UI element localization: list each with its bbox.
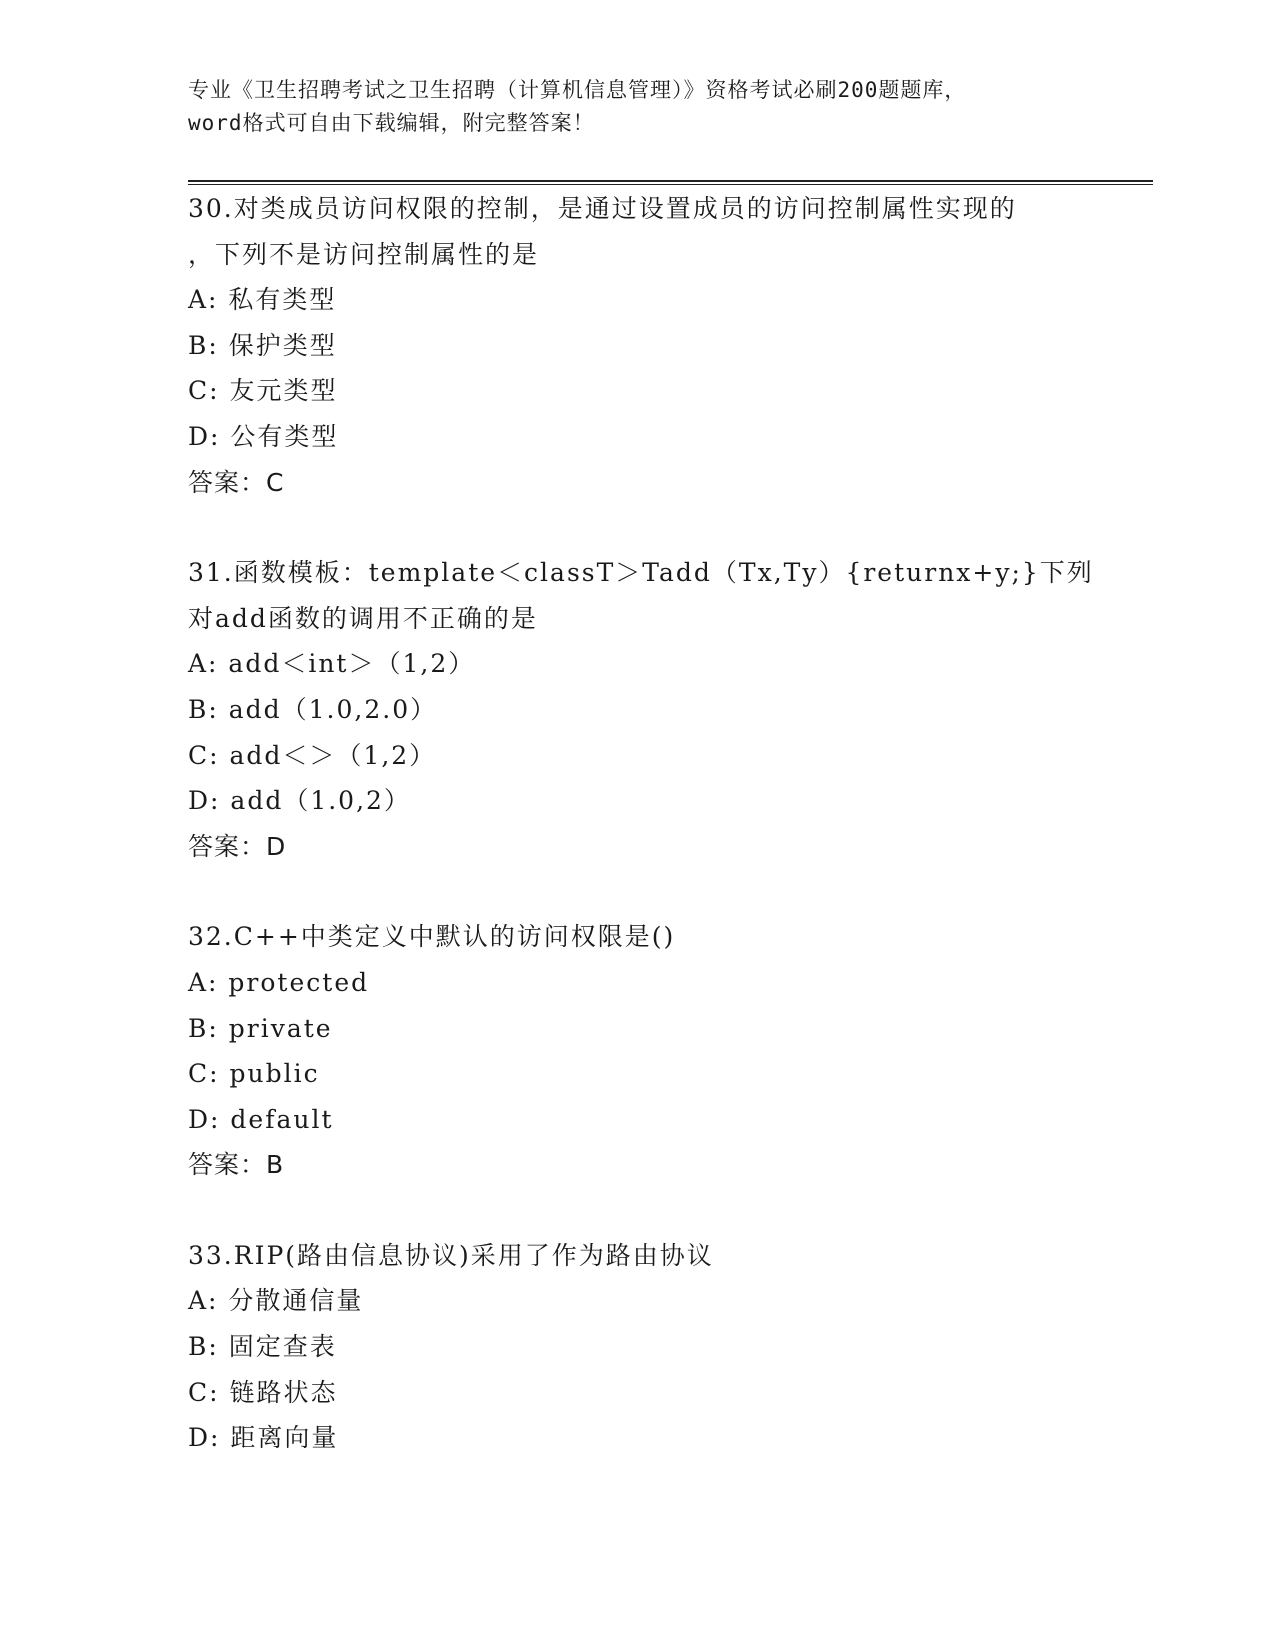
question-text: 31.函数模板：template＜classT＞Tadd（Tx,Ty）{returnx+y;}下列 xyxy=(188,558,1094,588)
option-b: B: 保护类型 xyxy=(188,330,337,360)
document-header xyxy=(188,74,1068,140)
option-d: D: 公有类型 xyxy=(188,421,339,451)
question-text: 33.RIP(路由信息协议)采用了作为路由协议 xyxy=(188,1240,714,1270)
header-divider xyxy=(188,180,1153,185)
option-d: D: 距离向量 xyxy=(188,1423,339,1453)
option-a: A: add＜int＞（1,2） xyxy=(188,649,476,679)
header-line-2: word格式可自由下载编辑，附完整答案！ xyxy=(188,111,595,135)
option-c: C: 友元类型 xyxy=(188,376,338,406)
option-d: D: default xyxy=(188,1104,334,1134)
question-31 xyxy=(188,550,1094,869)
option-c: C: public xyxy=(188,1059,320,1089)
option-b: B: add（1.0,2.0） xyxy=(188,694,438,724)
question-32 xyxy=(188,914,1088,1188)
option-c: C: add＜＞（1,2） xyxy=(188,740,437,770)
option-c: C: 链路状态 xyxy=(188,1377,338,1407)
option-b: B: 固定查表 xyxy=(188,1332,337,1362)
question-text: 30.对类成员访问权限的控制，是通过设置成员的访问控制属性实现的 xyxy=(188,194,1017,223)
option-a: A: 私有类型 xyxy=(188,285,337,315)
question-text: 32.C++中类定义中默认的访问权限是() xyxy=(188,922,676,952)
option-b: B: private xyxy=(188,1013,333,1043)
question-text: 对add函数的调用不正确的是 xyxy=(188,603,538,633)
answer-line: 答案：B xyxy=(188,1150,285,1180)
question-33 xyxy=(188,1233,1088,1461)
question-text: ，下列不是访问控制属性的是 xyxy=(188,239,540,269)
answer-line: 答案：C xyxy=(188,467,285,497)
answer-line: 答案：D xyxy=(188,831,287,861)
question-30 xyxy=(188,186,1088,505)
question-list xyxy=(188,186,1094,1506)
option-a: A: protected xyxy=(188,967,370,997)
option-a: A: 分散通信量 xyxy=(188,1286,364,1316)
header-line-1: 专业《卫生招聘考试之卫生招聘（计算机信息管理）》资格考试必刷200题题库， xyxy=(188,78,967,102)
option-d: D: add（1.0,2） xyxy=(188,786,411,816)
